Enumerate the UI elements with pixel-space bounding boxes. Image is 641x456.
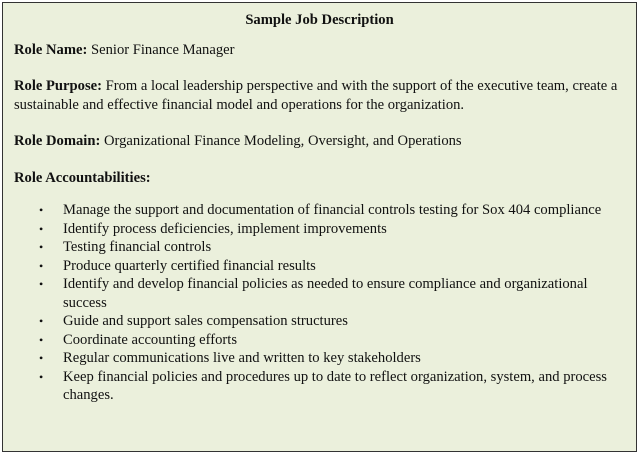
role-purpose-field [14,77,625,114]
list-item-text: Testing financial controls [63,239,212,255]
list-item-text: Guide and support sales compensation structures [63,313,348,329]
bullet-icon: • [39,277,44,291]
role-domain-value: Organizational Finance Modeling, Oversight, and Operations [100,133,462,149]
bullet-icon: • [39,369,44,384]
list-item [14,201,625,220]
bullet-icon: • [39,332,44,347]
role-domain-label: Role Domain: [14,133,101,149]
role-name-label: Role Name: [14,41,88,58]
list-item-text: Regular communications live and written to key stakeholders [63,350,421,366]
role-purpose-label: Role Purpose: [14,78,102,94]
role-name-field [14,41,625,60]
list-item [14,312,625,331]
bullet-icon: • [39,240,44,254]
bullet-icon: • [39,258,44,273]
bullet-icon: • [39,351,44,365]
list-item [14,349,625,368]
list-item-text: Coordinate accounting efforts [63,331,237,348]
list-item-text: Identify and develop financial policies as needed to ensure compliance and organizational success [63,276,588,311]
role-domain-field [14,132,625,151]
document-title: Sample Job Description [245,12,394,28]
list-item [14,368,625,405]
accountabilities-list [14,201,625,405]
list-item [14,257,625,276]
accountabilities-heading: Role Accountabilities: [14,169,151,186]
list-item [14,220,625,239]
list-item [14,238,625,257]
list-item-text: Manage the support and documentation of financial controls testing for Sox 404 compliance [63,202,602,218]
list-item [14,275,625,312]
list-item-text: Identify process deficiencies, implement improvements [63,220,387,237]
bullet-icon: • [39,203,44,217]
list-item [14,331,625,350]
role-name-value: Senior Finance Manager [87,41,235,58]
list-item-text: Keep financial policies and procedures up to date to reflect organization, system, and process changes. [63,368,607,403]
job-description-box [2,2,637,452]
list-item-text: Produce quarterly certified financial results [63,257,316,274]
role-purpose-value: From a local leadership perspective and with the support of the executive team, create a sustainable and effective financial model and operations for the organization. [14,78,618,113]
bullet-icon: • [39,314,44,328]
bullet-icon: • [39,221,44,236]
